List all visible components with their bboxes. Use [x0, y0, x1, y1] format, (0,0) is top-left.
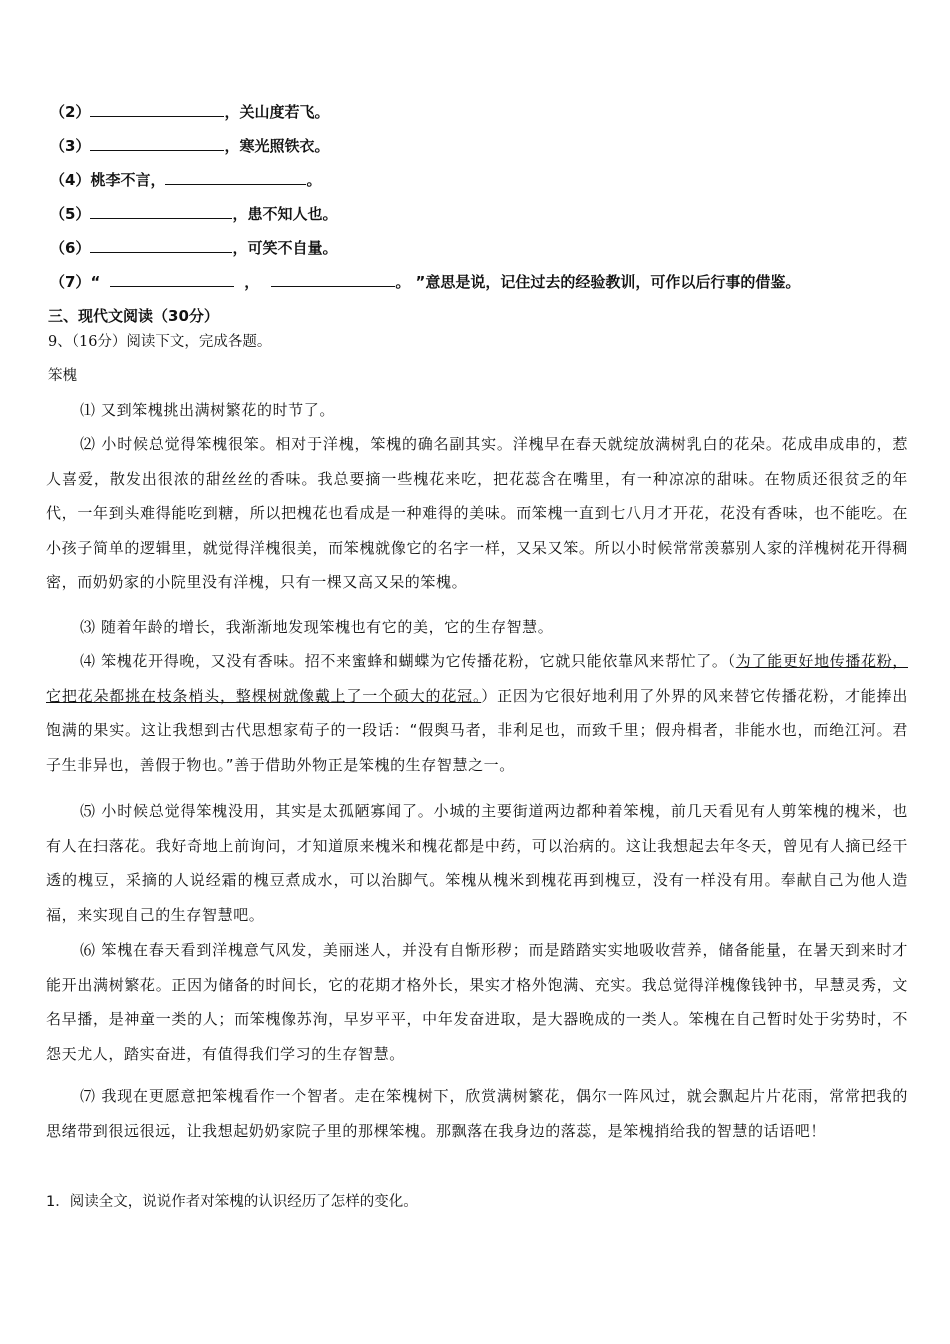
answer-blank[interactable] — [110, 272, 234, 287]
answer-blank[interactable] — [271, 272, 395, 287]
underlined-sentence: 为了能更好地传播花粉，它把花朵都挑在枝条梢头，整棵树就像戴上了一个硕大的花冠。 — [46, 652, 908, 705]
fill-item-4 — [50, 170, 321, 190]
fill-item-5 — [50, 204, 337, 224]
paragraph-5: ⑸ 小时候总觉得笨槐没用，其实是太孤陋寡闻了。小城的主要街道两边都种着笨槐，前几天看见有人剪笨槐的槐米，也有人在扫落花。我好奇地上前询问，才知道原来槐米和槐花都是中药，可以治病的。这让我想起去年冬天，曾见有人摘已经干透的槐豆，采摘的人说经霜的槐豆煮成水，可以治脚气。笨槐从槐米到槐花再到槐豆，没有一样没有用。奉献自己为他人造福，来实现自己的生存智慧吧。 — [46, 802, 908, 924]
item-number: （5） — [50, 205, 91, 223]
paragraph-2: ⑵ 小时候总觉得笨槐很笨。相对于洋槐，笨槐的确名副其实。洋槐早在春天就绽放满树乳白的花朵。花成串成串的，惹人喜爱，散发出很浓的甜丝丝的香味。我总要摘一些槐花来吃，把花蕊含在嘴里，有一种凉凉的甜味。在物质还很贫乏的年代，一年到头难得能吃到糖，所以把槐花也看成是一种难得的美味。而笨槐一直到七八月才开花，花没有香味，也不能吃。在小孩子简单的逻辑里，就觉得洋槐很美，而笨槐就像它的名字一样，又呆又笨。所以小时候常常羡慕别人家的洋槐树花开得稠密，而奶奶家的小院里没有洋槐，只有一棵又高又呆的笨槐。 — [46, 435, 908, 591]
item-number: （2） — [50, 103, 91, 121]
fill-item-7 — [50, 272, 800, 292]
sub-question: 1．阅读全文，说说作者对笨槐的认识经历了怎样的变化。 — [46, 1194, 418, 1210]
item-number: （7） — [50, 273, 91, 291]
item-number: （6） — [50, 239, 91, 257]
fill-item-6 — [50, 238, 337, 258]
item-text: 桃李不言， — [90, 171, 166, 189]
paragraph-4 — [46, 644, 908, 782]
fill-item-3 — [50, 136, 329, 156]
paragraph-3: ⑶ 随着年龄的增长，我渐渐地发现笨槐也有它的美，它的生存智慧。 — [80, 618, 554, 636]
article-title: 笨槐 — [48, 368, 77, 384]
item-text: ，患不知人也。 — [232, 205, 338, 223]
answer-blank[interactable] — [90, 238, 232, 253]
paragraph-4-start: ⑷ 笨槐花开得晚，又没有香味。招不来蜜蜂和蝴蝶为它传播花粉，它就只能依靠风来帮忙了。（ — [80, 652, 736, 670]
item-text: ，关山度若飞。 — [224, 103, 330, 121]
item-text: ，寒光照铁衣。 — [224, 137, 330, 155]
answer-blank[interactable] — [165, 170, 306, 185]
paragraph-4-end: ）正因为它很好地利用了外界的风来替它传播花粉，才能捧出饱满的果实。这让我想到古代思想家荀子的一段话：“假舆马者，非利足也，而致千里；假舟楫者，非能水也，而绝江河。君子生非异也，善假于物也。”善于借助外物正是笨槐的生存智慧之一。 — [46, 686, 908, 774]
answer-blank[interactable] — [90, 136, 224, 151]
fill-item-2 — [50, 102, 329, 122]
answer-blank[interactable] — [90, 204, 232, 219]
paragraph-1: ⑴ 又到笨槐挑出满树繁花的时节了。 — [80, 401, 335, 419]
question-intro: 9、（16分）阅读下文，完成各题。 — [48, 334, 272, 350]
item-text: 。 ”意思是说，记住过去的经验教训，可作以后行事的借鉴。 — [395, 273, 801, 291]
section-title: 三、现代文阅读（30分） — [48, 307, 219, 325]
item-text: ， — [244, 273, 260, 291]
item-number: （3） — [50, 137, 91, 155]
item-number: （4） — [50, 171, 91, 189]
item-text: “ — [90, 273, 101, 291]
paragraph-6: ⑹ 笨槐在春天看到洋槐意气风发，美丽迷人，并没有自惭形秽；而是踏踏实实地吸收营养，储备能量，在暑天到来时才能开出满树繁花。正因为储备的时间长，它的花期才格外长，果实才格外饱满、充实。我总觉得洋槐像钱钟书，早慧灵秀，文名早播，是神童一类的人；而笨槐像苏洵，早岁平平，中年发奋进取，是大器晚成的一类人。笨槐在自己暂时处于劣势时，不怨天尤人，踏实奋进，有值得我们学习的生存智慧。 — [46, 941, 908, 1063]
item-text: ，可笑不自量。 — [232, 239, 338, 257]
item-text: 。 — [306, 171, 322, 189]
paragraph-7: ⑺ 我现在更愿意把笨槐看作一个智者。走在笨槐树下，欣赏满树繁花，偶尔一阵风过，就会飘起片片花雨，常常把我的思绪带到很远很远，让我想起奶奶家院子里的那棵笨槐。那飘落在我身边的落蕊，是笨槐捎给我的智慧的话语吧！ — [46, 1087, 908, 1140]
answer-blank[interactable] — [90, 102, 224, 117]
